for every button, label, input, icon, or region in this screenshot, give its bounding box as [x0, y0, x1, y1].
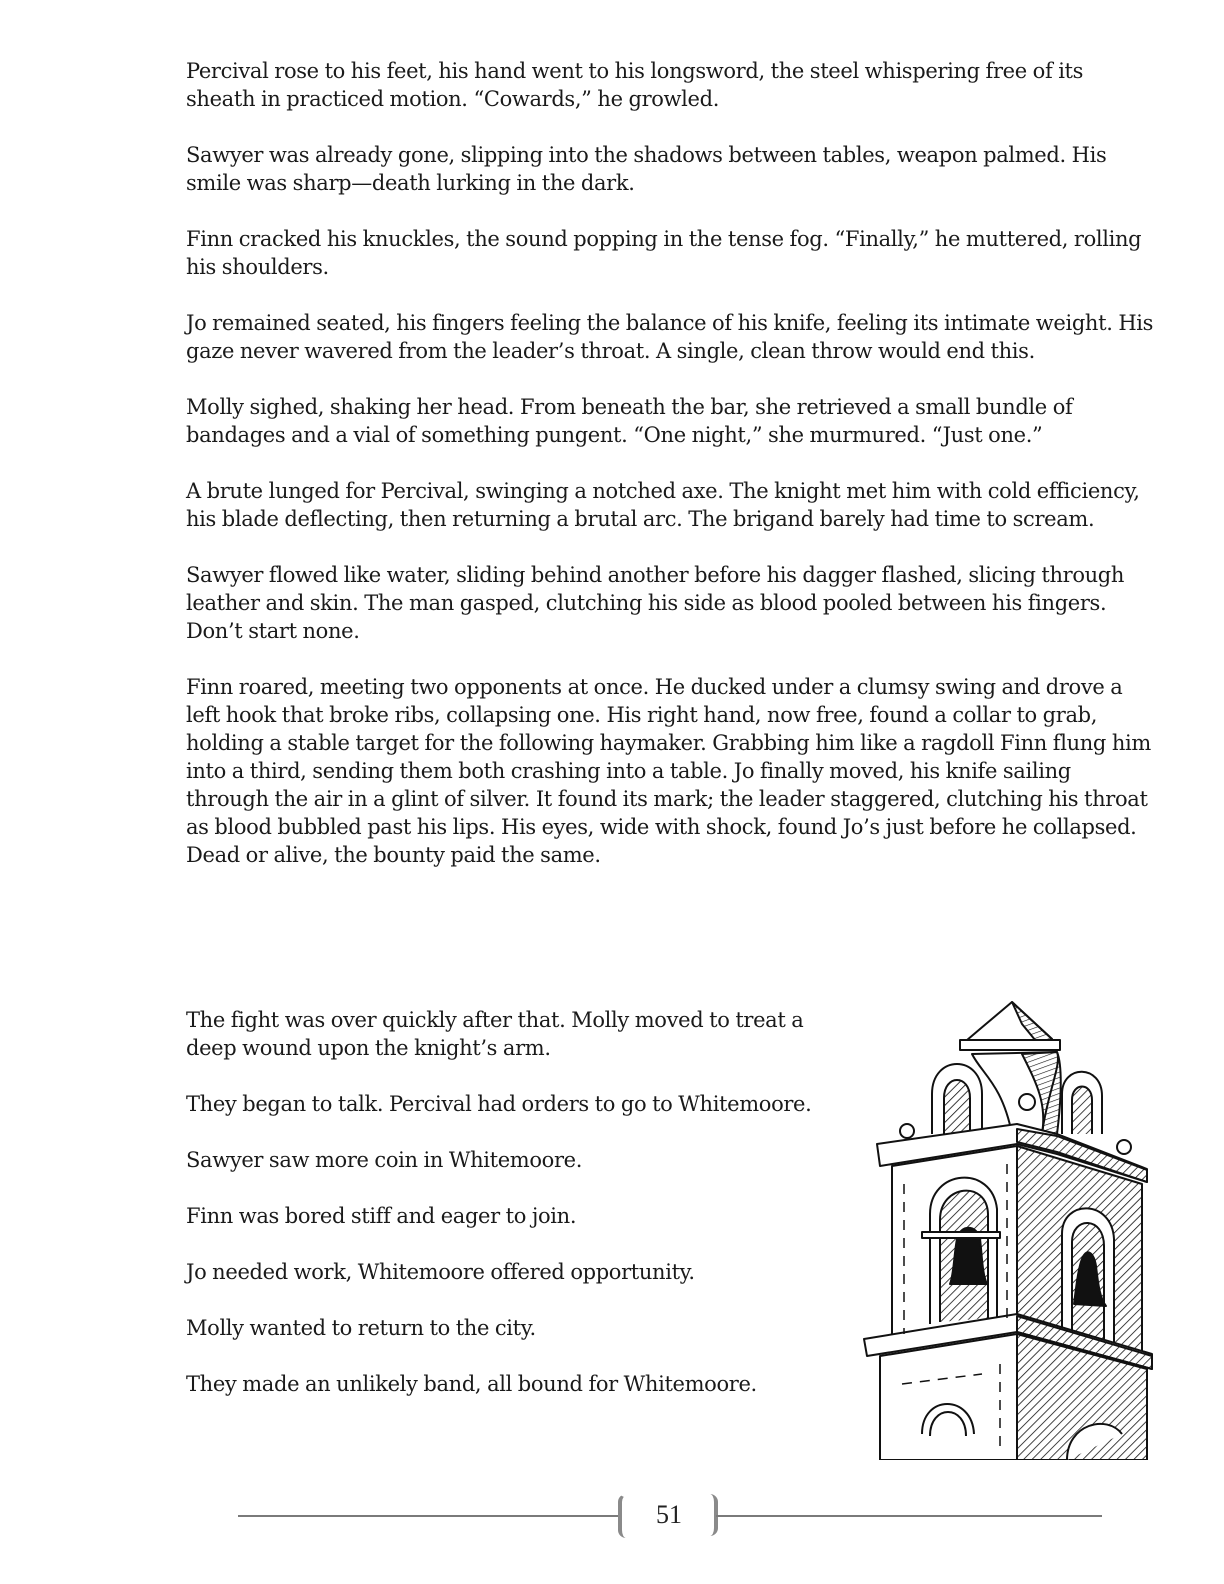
paragraph: Jo needed work, Whitemoore offered opportunity.	[186, 1260, 695, 1284]
paragraph: Molly sighed, shaking her head. From beneath the bar, she retrieved a small bundle of bandages and a vial of something pungent. “One night,” she murmured. “Just one.”	[186, 395, 1073, 447]
paragraph: Finn roared, meeting two opponents at once. He ducked under a clumsy swing and drove a left hook that broke ribs, collapsing one. His right hand, now free, found a collar to grab, holding a stable target for the following haymaker. Grabbing him like a ragdoll Finn flung him into a third, sending them both crashing into a table. Jo finally moved, his knife sailing through the air in a glint of silver. It found its mark; the leader staggered, clutching his throat as blood bubbled past his lips. His eyes, wide with shock, found Jo’s just before he collapsed. Dead or alive, the bounty paid the same.	[186, 675, 1151, 867]
paragraph: Sawyer saw more coin in Whitemoore.	[186, 1148, 583, 1172]
page-number: 51	[656, 1500, 682, 1529]
left-brace-icon	[618, 1494, 632, 1538]
paragraph: The fight was over quickly after that. Molly moved to treat a deep wound upon the knight’s arm.	[186, 1008, 804, 1060]
paragraph: They made an unlikely band, all bound for Whitemoore.	[186, 1372, 757, 1396]
closing-text	[186, 1006, 846, 1426]
paragraph: Sawyer flowed like water, sliding behind another before his dagger flashed, slicing through leather and skin. The man gasped, clutching his side as blood pooled between his fingers. Don’t start none.	[186, 563, 1125, 643]
footer-divider	[238, 1515, 620, 1517]
paragraph: Percival rose to his feet, his hand went to his longsword, the steel whispering free of its sheath in practiced motion. “Cowards,” he growled.	[186, 59, 1084, 111]
paragraph: Sawyer was already gone, slipping into the shadows between tables, weapon palmed. His smile was sharp—death lurking in the dark.	[186, 143, 1107, 195]
main-text	[186, 57, 1156, 897]
paragraph: Finn was bored stiff and eager to join.	[186, 1204, 577, 1228]
paragraph: A brute lunged for Percival, swinging a notched axe. The knight met him with cold efficiency, his blade deflecting, then returning a brutal arc. The brigand barely had time to scream.	[186, 479, 1140, 531]
paragraph: Finn cracked his knuckles, the sound popping in the tense fog. “Finally,” he muttered, rolling his shoulders.	[186, 227, 1142, 279]
paragraph: Jo remained seated, his fingers feeling the balance of his knife, feeling its intimate weight. His gaze never wavered from the leader’s throat. A single, clean throw would end this.	[186, 311, 1154, 363]
paragraph: Molly wanted to return to the city.	[186, 1316, 536, 1340]
bell-tower-icon	[862, 984, 1154, 1460]
paragraph: They began to talk. Percival had orders to go to Whitemoore.	[186, 1092, 812, 1116]
footer-divider	[716, 1515, 1102, 1517]
page-footer	[238, 1492, 1102, 1540]
